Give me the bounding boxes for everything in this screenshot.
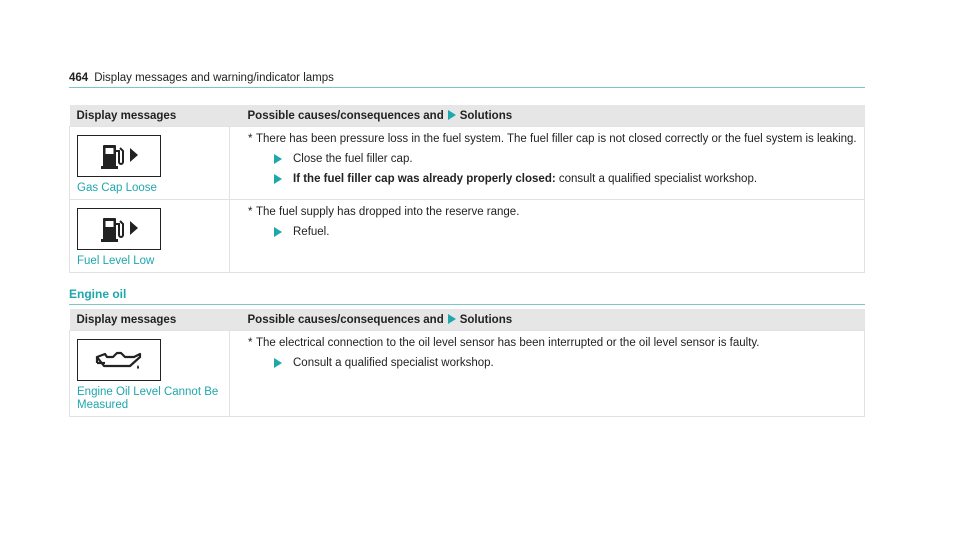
solution-item: Consult a qualified specialist workshop. xyxy=(274,357,857,370)
table-row xyxy=(70,127,865,200)
fuel-pump-icon xyxy=(77,135,161,177)
table-header-row xyxy=(70,309,865,331)
solution-item: Refuel. xyxy=(274,226,857,239)
solution-item: Close the fuel filler cap. xyxy=(274,153,857,166)
message-cell xyxy=(70,127,230,200)
message-cell xyxy=(70,331,230,417)
section-title-engine-oil: Engine oil xyxy=(69,287,865,305)
message-cell xyxy=(70,200,230,273)
table-row xyxy=(70,200,865,273)
message-label-fuel-level-low: Fuel Level Low xyxy=(77,255,155,267)
cause-cell xyxy=(230,127,865,200)
fuel-messages-table xyxy=(69,105,865,273)
cause-cell xyxy=(230,331,865,417)
column-header-display-messages: Display messages xyxy=(70,309,230,331)
column-header-causes-solutions: Possible causes/consequences and Solutions xyxy=(230,105,865,127)
cause-text: * There has been pressure loss in the fuel system. The fuel filler cap is not closed correctly or the fuel system is leaking. xyxy=(248,133,857,145)
message-label-engine-oil-level: Engine Oil Level Cannot Be Measured xyxy=(77,386,219,411)
page-header xyxy=(69,72,865,88)
column-header-causes-solutions: Possible causes/consequences and Solutions xyxy=(230,309,865,331)
oil-can-icon xyxy=(77,339,161,381)
fuel-pump-icon xyxy=(77,208,161,250)
column-header-display-messages: Display messages xyxy=(70,105,230,127)
play-arrow-icon xyxy=(448,110,456,120)
table-header-row xyxy=(70,105,865,127)
cause-text: * The electrical connection to the oil level sensor has been interrupted or the oil level sensor is faulty. xyxy=(248,337,760,349)
page-number: 464 xyxy=(69,72,89,84)
play-arrow-icon xyxy=(448,314,456,324)
message-label-gas-cap-loose: Gas Cap Loose xyxy=(77,182,157,194)
play-arrow-icon xyxy=(274,154,282,164)
play-arrow-icon xyxy=(274,227,282,237)
cause-cell xyxy=(230,200,865,273)
solution-item: If the fuel filler cap was already properly closed: consult a qualified specialist workshop. xyxy=(274,173,857,186)
page-header-title: Display messages and warning/indicator lamps xyxy=(94,72,334,84)
table-row xyxy=(70,331,865,417)
engine-oil-table xyxy=(69,309,865,417)
play-arrow-icon xyxy=(274,174,282,184)
cause-text: * The fuel supply has dropped into the reserve range. xyxy=(248,206,520,218)
play-arrow-icon xyxy=(274,358,282,368)
